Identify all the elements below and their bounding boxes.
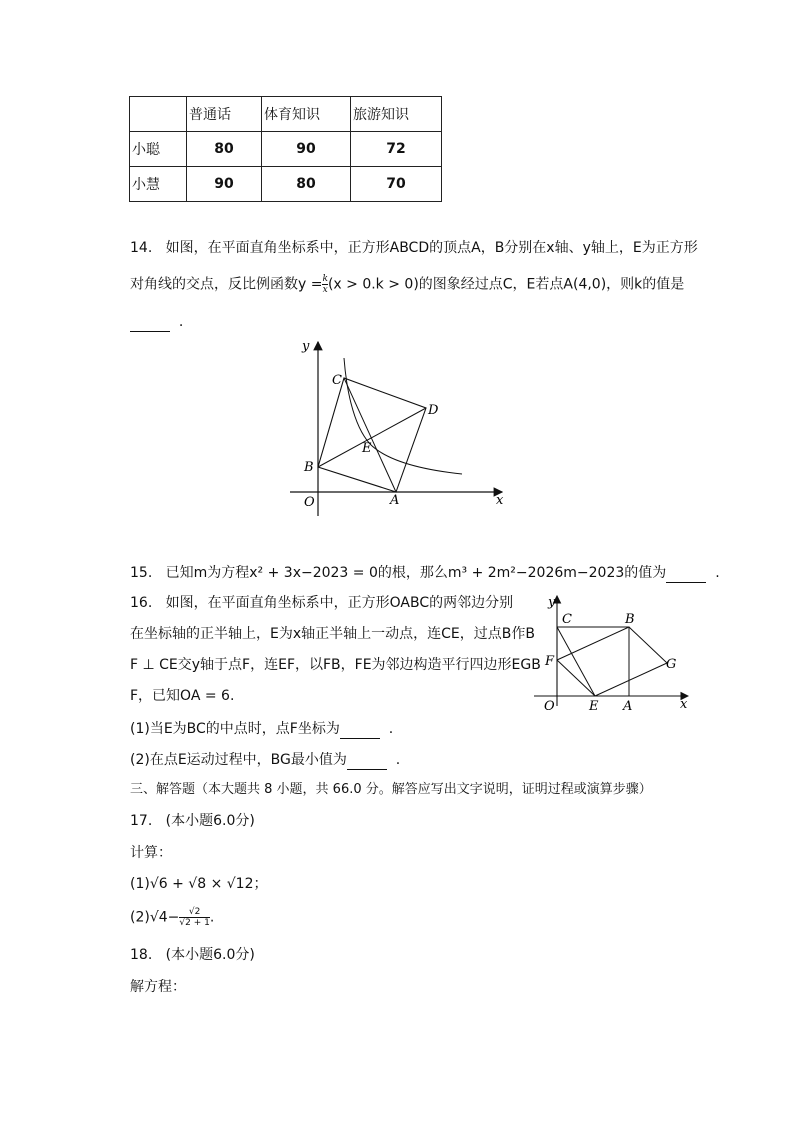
label-x: x [680,697,688,712]
table-header-cell: 普通话 [187,97,262,132]
table-row [130,167,442,202]
q14-text1: 如图，在平面直角坐标系中，正方形ABCD的顶点A，B分别在x轴、y轴上，E为正方形 [165,240,698,256]
segment-fe [557,660,595,696]
q16-line2 [130,624,535,644]
q17-part2 [130,907,214,928]
table-cell: 80 [262,167,351,202]
q16-line1 [130,593,513,613]
label-g: G [666,657,677,672]
segment-ce [557,627,595,696]
q14-text2a: 对角线的交点，反比例函数y = [130,276,323,293]
table-header-cell: 旅游知识 [351,97,442,132]
segment-bf [557,627,629,660]
table-header-cell: 体育知识 [262,97,351,132]
q17-header [130,811,255,831]
figure-16 [532,592,692,716]
q18-score: (本小题6.0分) [165,947,255,963]
label-b: B [304,460,314,475]
table-cell: 72 [351,132,442,167]
q15-number: 15. [130,565,153,581]
table-cell-name: 小慧 [130,167,187,202]
q17-frac-den: √2 + 1 [179,918,210,928]
table-cell: 70 [351,167,442,202]
q14-text2b: (x > 0.k > 0)的图象经过点C，E若点A(4,0)，则k的值是 [327,276,685,293]
label-y: y [548,595,556,610]
q16-line4 [130,686,234,706]
q17-part2-b: . [209,909,215,926]
q16-number: 16. [130,595,153,611]
table-cell: 80 [187,132,262,167]
q16-end: . [388,721,394,737]
q16-text-line3: F ⊥ CE交y轴于点F，连EF，以FB，FE为邻边构造平行四边形EGB [130,657,541,673]
label-a: A [390,493,400,508]
section-heading: 三、解答题（本大题共 8 小题，共 66.0 分。解答应写出文字说明，证明过程或演算步骤） [130,782,652,797]
q15-text: 已知m为方程x² + 3x−2023 = 0的根，那么m³ + 2m²−2026m−2023的值为 [165,565,667,581]
diagonal-ac [344,378,396,492]
q16-text-line2: 在坐标轴的正半轴上，E为x轴正半轴上一动点，连CE，过点B作B [130,626,535,642]
table-cell: 90 [187,167,262,202]
q15-line [130,563,720,583]
label-a: A [623,699,633,714]
label-o: O [304,495,315,510]
score-table [129,96,442,202]
diagonal-bd [318,408,426,467]
q14-line3 [130,312,183,332]
segment-bg [629,627,667,663]
table-header-cell [130,97,187,132]
answer-blank[interactable] [130,317,170,332]
q18-number: 18. [130,947,153,963]
answer-blank[interactable] [340,724,380,739]
q16-sub2-text: (2)在点E运动过程中，BG最小值为 [130,752,347,768]
q15-end: . [715,565,720,581]
label-d: D [428,403,439,418]
table-row [130,132,442,167]
table-cell: 90 [262,132,351,167]
label-y: y [302,339,310,354]
q14-number: 14. [130,240,153,256]
q14-frac-den: x [322,285,328,295]
q17-score: (本小题6.0分) [165,813,255,829]
table-header-row [130,97,442,132]
q18-instruction: 解方程： [130,979,186,995]
label-c: C [562,612,572,627]
q16-line3 [130,655,541,675]
figure-14 [284,334,514,520]
q16-end: . [395,752,401,768]
label-x: x [496,493,504,508]
q17-part1: (1)√6 + √8 × √12； [130,876,268,892]
q16-sub1-text: (1)当E为BC的中点时，点F坐标为 [130,721,340,737]
q16-text-line1: 如图，在平面直角坐标系中，正方形OABC的两邻边分别 [165,595,514,611]
answer-blank[interactable] [347,755,387,770]
label-c: C [332,373,342,388]
q14-line1 [130,238,698,258]
label-e: E [362,441,372,456]
q18-header [130,945,255,965]
q14-end: . [178,314,184,330]
label-o: O [544,699,555,714]
label-b: B [625,612,635,627]
segment-eg [595,663,667,696]
q14-line2 [130,274,684,295]
label-f: F [545,654,555,669]
answer-blank[interactable] [666,568,706,583]
q17-instruction: 计算： [130,845,172,861]
q16-text-line4: F，已知OA = 6. [130,688,235,704]
q17-number: 17. [130,813,153,829]
q16-sub1 [130,719,393,739]
square-abcd [318,378,426,492]
table-cell-name: 小聪 [130,132,187,167]
q17-fraction [179,907,209,928]
q17-frac-num: √2 [188,907,201,917]
q17-part2-a: (2)√4− [130,909,180,926]
q16-sub2 [130,750,400,770]
label-e: E [589,699,599,714]
q14-frac-num: k [322,274,328,284]
